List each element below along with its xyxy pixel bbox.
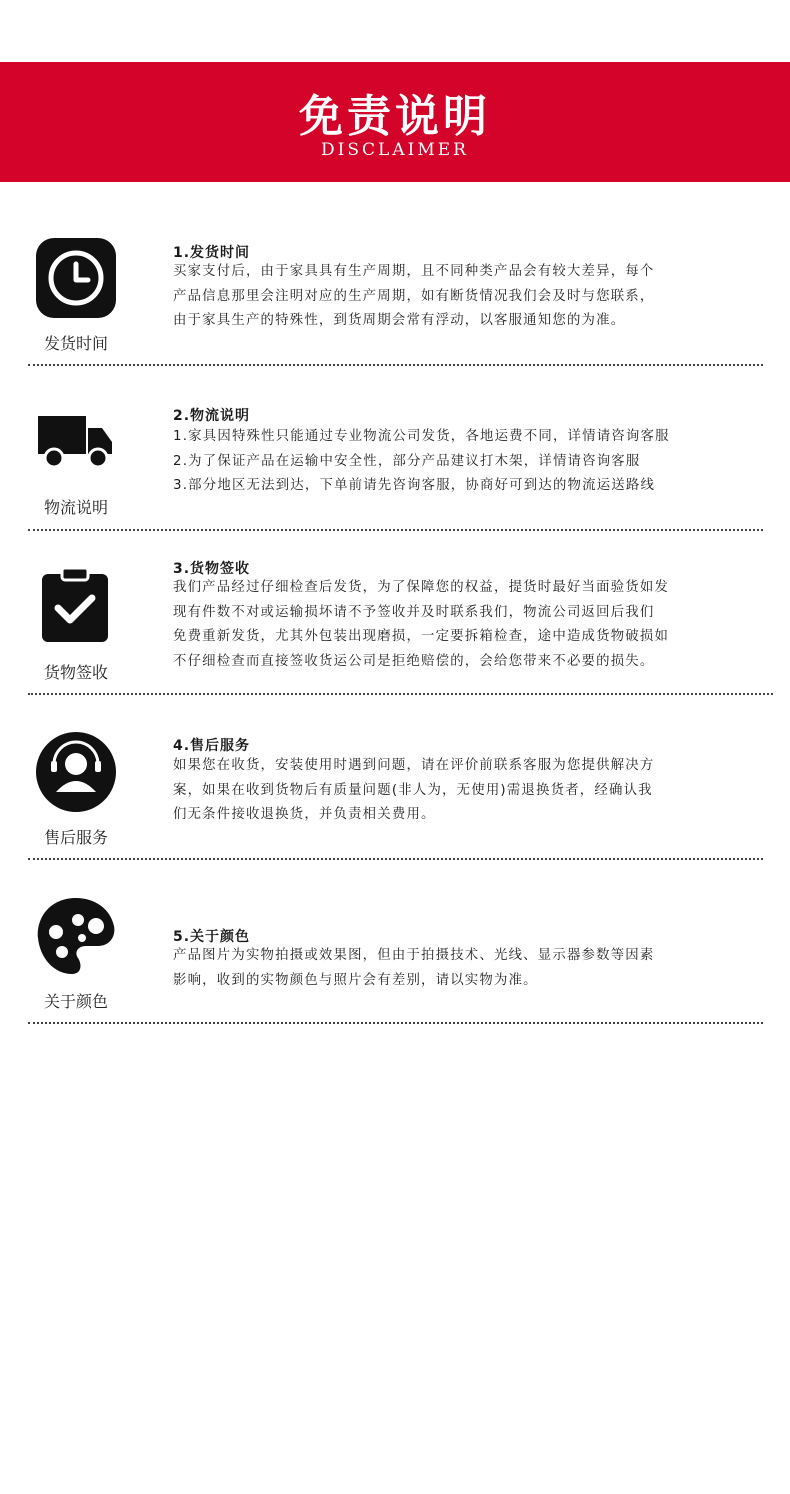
section-title: 4.售后服务: [173, 738, 251, 754]
body-line: 产品信息那里会注明对应的生产周期，如有断货情况我们会及时与您联系，: [173, 288, 655, 304]
customer-service-icon: [32, 728, 120, 816]
body-line: 2.为了保证产品在运输中安全性，部分产品建议打木架，详情请咨询客服: [173, 453, 641, 469]
section-body: [173, 576, 763, 674]
body-line: 3.部分地区无法到达，下单前请先咨询客服，协商好可到达的物流运送路线: [173, 478, 656, 493]
section-title: 3.货物签收: [173, 561, 251, 577]
section-body: [173, 754, 763, 828]
body-line: 案，如果在收到货物后有质量问题(非人为，无使用)需退换货者，经确认我: [173, 782, 653, 798]
section-body: [173, 425, 763, 499]
color-label: 关于颜色: [43, 992, 108, 1011]
body-line: 产品图片为实物拍摄或效果图，但由于拍摄技术、光线、显示器参数等因素: [173, 948, 655, 963]
truck-icon: [32, 400, 120, 488]
page-title: 免责说明: [299, 91, 491, 142]
clock-icon: [32, 236, 120, 324]
after-sales-label: 售后服务: [43, 828, 108, 847]
body-line: 现有件数不对或运输损坏请不予签收并及时联系我们，物流公司返回后我们: [173, 604, 655, 620]
section-body: [173, 260, 763, 334]
section-title: 2.物流说明: [173, 408, 251, 424]
body-line: 影响，收到的实物颜色与照片会有差别，请以实物为准。: [173, 972, 538, 988]
body-line: 我们产品经过仔细检查后发货，为了保障您的权益，提货时最好当面验货如发: [173, 580, 670, 595]
section-divider: [28, 529, 763, 531]
receipt-label: 货物签收: [43, 663, 108, 682]
body-line: 们无条件接收退换货，并负责相关费用。: [173, 807, 436, 822]
section-title: 5.关于颜色: [173, 929, 251, 945]
section-divider: [28, 693, 773, 695]
body-line: 买家支付后，由于家具具有生产周期，且不同种类产品会有较大差异，每个: [173, 264, 655, 279]
palette-icon: [32, 892, 120, 980]
section-divider: [28, 364, 763, 366]
logistics-label: 物流说明: [43, 498, 108, 517]
body-line: 由于家具生产的特殊性，到货周期会常有浮动，以客服通知您的为准。: [173, 313, 626, 328]
section-divider: [28, 1022, 763, 1024]
clipboard-check-icon: [32, 566, 120, 654]
section-divider: [28, 858, 763, 860]
body-line: 如果您在收货，安装使用时遇到问题，请在评价前联系客服为您提供解决方: [173, 758, 655, 773]
shipping-time-label: 发货时间: [43, 334, 108, 353]
section-title: 1.发货时间: [173, 245, 251, 261]
body-line: 不仔细检查而直接签收货运公司是拒绝赔偿的，会给您带来不必要的损失。: [173, 653, 655, 669]
page-subtitle: DISCLAIMER: [321, 140, 469, 160]
section-body: [173, 944, 763, 993]
body-line: 免费重新发货，尤其外包装出现磨损，一定要拆箱检查，途中造成货物破损如: [173, 629, 670, 644]
body-line: 1.家具因特殊性只能通过专业物流公司发货，各地运费不同，详情请咨询客服: [173, 429, 670, 444]
disclaimer-banner: [0, 62, 790, 182]
